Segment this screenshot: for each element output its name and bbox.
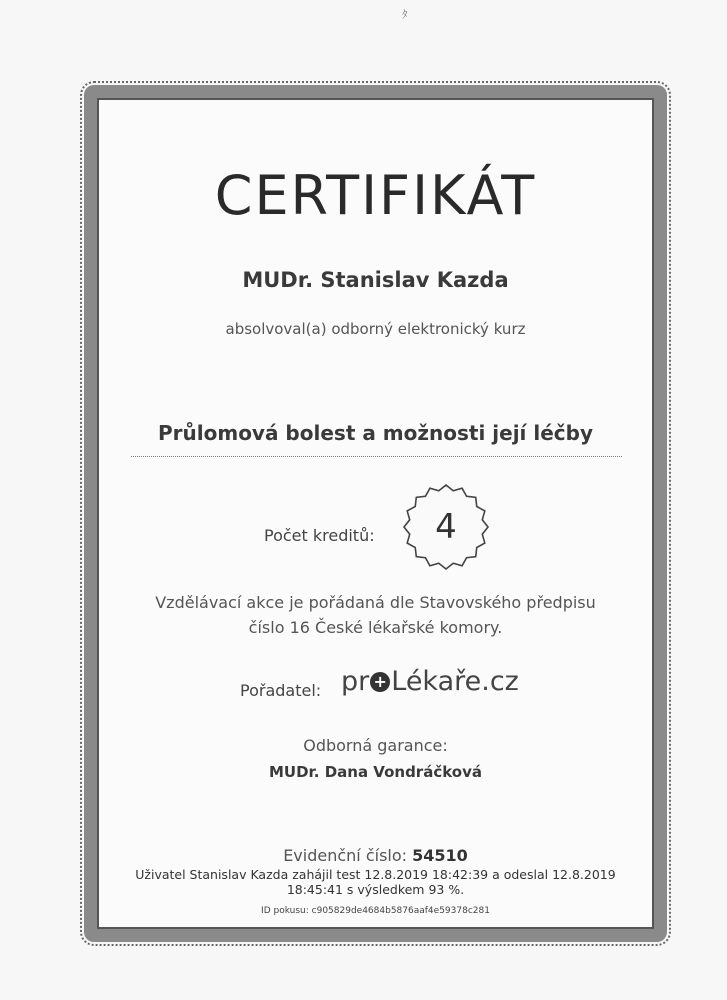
test-info	[107, 867, 644, 897]
regulation-line-2: číslo 16 České lékařské komory.	[248, 618, 503, 637]
regulation-line-1: Vzdělávací akce je pořádaná dle Stavovského předpisu	[155, 593, 596, 612]
scan-mark: ﾀ	[402, 8, 408, 21]
attempt-label: ID pokusu:	[261, 906, 309, 916]
plus-circle-icon: +	[370, 672, 390, 692]
evidence-label: Evidenční číslo:	[283, 846, 408, 865]
attempt-id-line	[97, 906, 654, 916]
attempt-id: c905829de4684b5876aaf4e59378c281	[311, 906, 490, 916]
logo-prefix: pr	[341, 666, 370, 697]
completed-text: absolvoval(a) odborný elektronický kurz	[225, 320, 526, 338]
evidence-number: 54510	[412, 846, 468, 865]
guarantee-label: Odborná garance:	[303, 736, 448, 755]
logo-suffix: Lékaře.cz	[391, 666, 519, 697]
credits-label: Počet kreditů:	[264, 526, 375, 545]
recipient-name: MUDr. Stanislav Kazda	[242, 268, 509, 292]
course-name: Průlomová bolest a možnosti její léčby	[158, 421, 593, 445]
certificate-body	[97, 98, 654, 929]
certificate-title: CERTIFIKÁT	[214, 164, 537, 227]
dotted-divider	[131, 456, 622, 457]
evidence-number-line	[97, 846, 654, 865]
guarantee-name: MUDr. Dana Vondráčková	[268, 763, 483, 781]
test-info-line-2: 18:45:41 s výsledkem 93 %.	[286, 882, 465, 897]
credits-value: 4	[435, 507, 457, 547]
test-info-line-1: Uživatel Stanislav Kazda zahájil test 12.8.2019 18:42:39 a odeslal 12.8.2019	[135, 867, 616, 882]
organizer-label: Pořadatel:	[240, 681, 322, 700]
regulation-text	[97, 590, 654, 640]
organizer-logo	[341, 666, 519, 697]
